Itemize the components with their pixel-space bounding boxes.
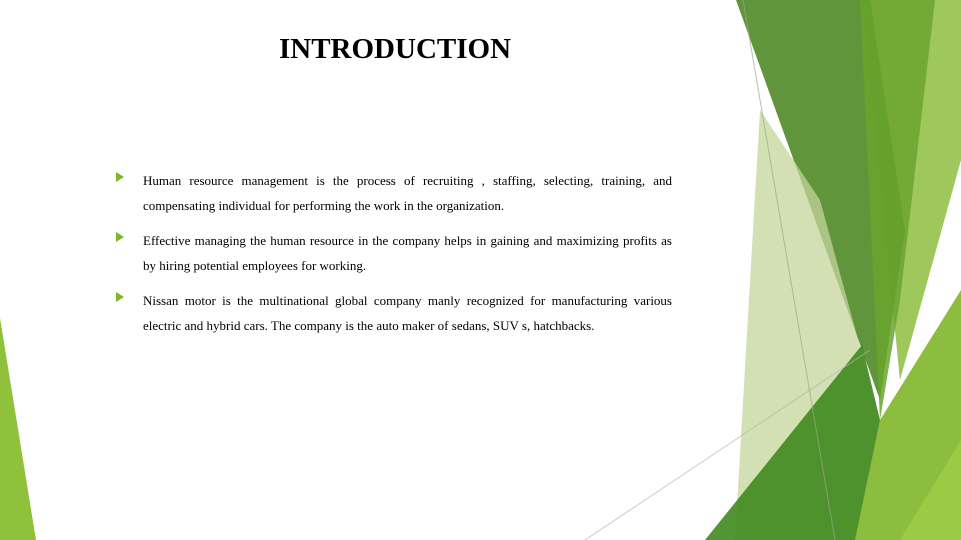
slide-title: INTRODUCTION [278, 33, 512, 65]
left-green-sliver [0, 318, 36, 540]
bullet-item [116, 168, 672, 218]
bullet-text: Nissan motor is the multinational global company manly recognized for manufacturing various electric and hybrid cars. The company is the auto maker of sedans, SUV s, hatchbacks. [143, 293, 672, 333]
bullet-item [116, 228, 672, 278]
triangle-bullet-icon [116, 292, 124, 302]
bullet-text: Effective managing the human resource in the company helps in gaining and maximizing profits as by hiring potential employees for working. [143, 233, 672, 273]
bullet-text: Human resource management is the process of recruiting , staffing, selecting, training, and compensating individual for performing the work in the organization. [143, 173, 672, 213]
bullet-item [116, 288, 672, 338]
triangle-bullet-icon [116, 172, 124, 182]
triangle-bullet-icon [116, 232, 124, 242]
bullet-list [116, 168, 672, 348]
